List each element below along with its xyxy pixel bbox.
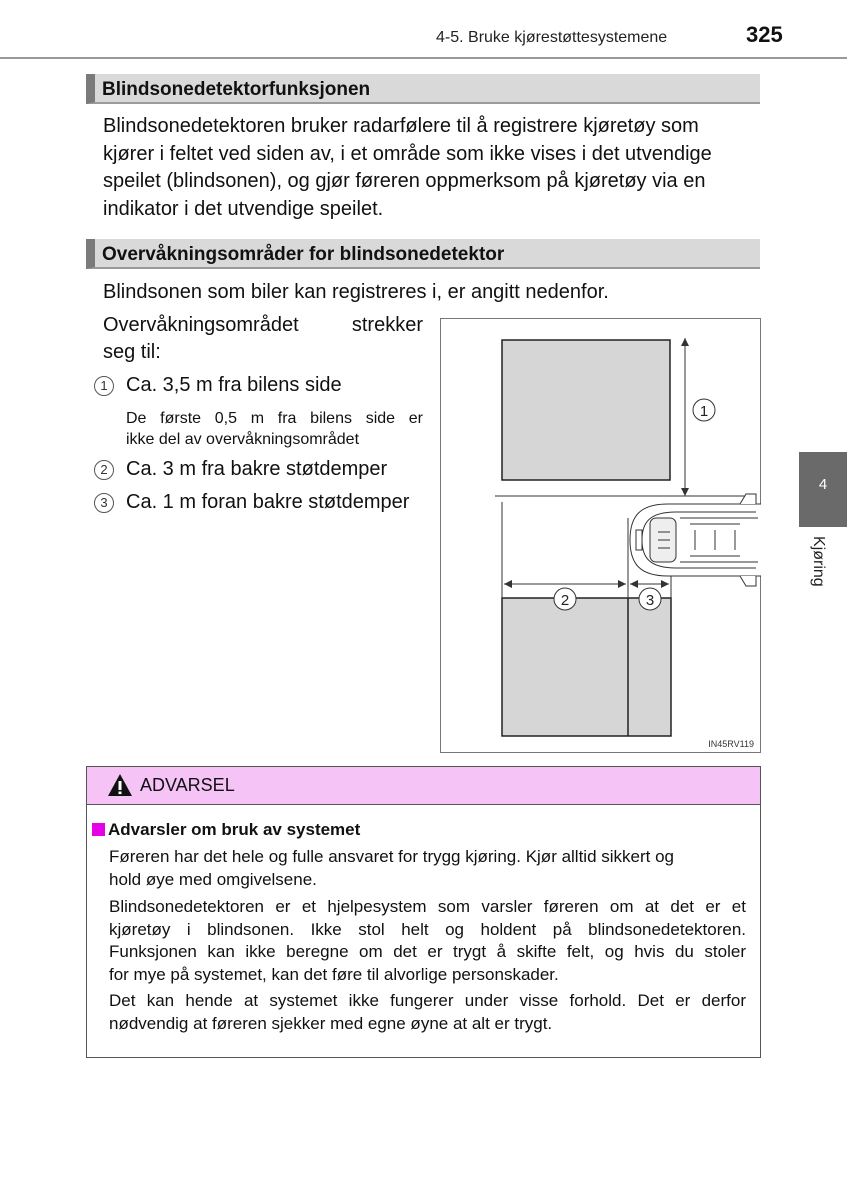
warning-paragraph-2 xyxy=(109,896,746,986)
zone-upper xyxy=(502,340,670,480)
list-item-text: Ca. 3 m fra bakre støtdemper xyxy=(126,458,388,480)
callout-3 xyxy=(639,588,661,610)
paragraph-line: for mye på systemet, kan det føre til alvorlige personskader. xyxy=(109,964,559,984)
section-heading-text: Overvåkningsområder for blindsonedetektor xyxy=(102,244,505,265)
paragraph-line: Føreren har det hele og fulle ansvaret for trygg kjøring. Kjør alltid sikkert og xyxy=(109,847,675,866)
callout-label-2: 2 xyxy=(560,592,570,609)
section1-paragraph xyxy=(103,113,755,223)
callout-1 xyxy=(693,399,715,421)
section-heading-monitoring-areas xyxy=(86,239,760,269)
circled-number-3: 3 xyxy=(94,493,114,513)
bullet-square-icon xyxy=(92,823,105,836)
warning-subtitle: Advarsler om bruk av systemet xyxy=(108,820,361,839)
note-line: De første 0,5 m fra bilens side er xyxy=(126,410,423,427)
figure-code: IN45RV119 xyxy=(708,739,754,749)
paragraph-line: nødvendig at føreren sjekker med egne øyne at alt er trygt. xyxy=(109,1013,553,1033)
paragraph-line: kjører i feltet ved siden av, i et område som ikke vises i det utvendige xyxy=(103,142,712,165)
paragraph-line: indikator i det utvendige speilet. xyxy=(103,197,384,220)
circled-number-1: 1 xyxy=(94,376,114,396)
section-heading-blind-spot-function xyxy=(86,74,760,104)
zone-lower xyxy=(502,598,671,736)
section-heading-text: Blindsonedetektorfunksjonen xyxy=(102,79,371,100)
warning-title: ADVARSEL xyxy=(140,775,235,795)
callout-2 xyxy=(554,588,576,610)
callout-label-1: 1 xyxy=(699,403,709,420)
callout-label-3: 3 xyxy=(645,592,655,609)
monitoring-lead-line-2: seg til: xyxy=(103,341,161,363)
blind-spot-diagram xyxy=(440,318,761,753)
paragraph-line: speilet (blindsonen), og gjør føreren oppmerksom på kjøretøy via en xyxy=(103,170,706,192)
note-line: ikke del av overvåkningsområdet xyxy=(126,431,360,448)
warning-paragraph-3 xyxy=(109,990,746,1035)
item1-note xyxy=(126,408,423,450)
car-icon xyxy=(630,494,761,586)
warning-triangle-icon xyxy=(107,773,133,797)
warning-header xyxy=(87,767,760,805)
running-header-section: 4-5. Bruke kjørestøttesystemene xyxy=(436,29,668,46)
section2-intro: Blindsonen som biler kan registreres i, er angitt nedenfor. xyxy=(103,281,609,303)
paragraph-line: Blindsonedetektoren bruker radarfølere til å registrere kjøretøy som xyxy=(103,115,699,137)
warning-paragraph-1 xyxy=(109,846,746,891)
monitoring-lead-line-1: Overvåkningsområdet strekker xyxy=(103,314,423,336)
circled-number-2: 2 xyxy=(94,460,114,480)
list-item-text: Ca. 1 m foran bakre støtdemper xyxy=(126,491,410,513)
paragraph-line: Det kan hende at systemet ikke fungerer under visse forhold. Det er derfor xyxy=(109,991,746,1010)
header-rule xyxy=(0,57,847,59)
page-number: 325 xyxy=(746,22,783,47)
paragraph-line: kjøretøy i blindsonen. Ikke stol helt og holdent på blindsonedetektoren. xyxy=(109,919,746,939)
paragraph-line: hold øye med omgivelsene. xyxy=(109,869,317,889)
chapter-tab-label: Kjøring xyxy=(810,536,827,587)
chapter-tab-number: 4 xyxy=(818,476,828,493)
list-item-text: Ca. 3,5 m fra bilens side xyxy=(126,374,342,396)
paragraph-line: Blindsonedetektoren er et hjelpesystem som varsler føreren om at det er et xyxy=(109,897,746,916)
paragraph-line: Funksjonen kan ikke beregne om det er trygt å skifte felt, og hvis du stoler xyxy=(109,942,746,961)
chapter-tab[interactable] xyxy=(799,452,847,527)
